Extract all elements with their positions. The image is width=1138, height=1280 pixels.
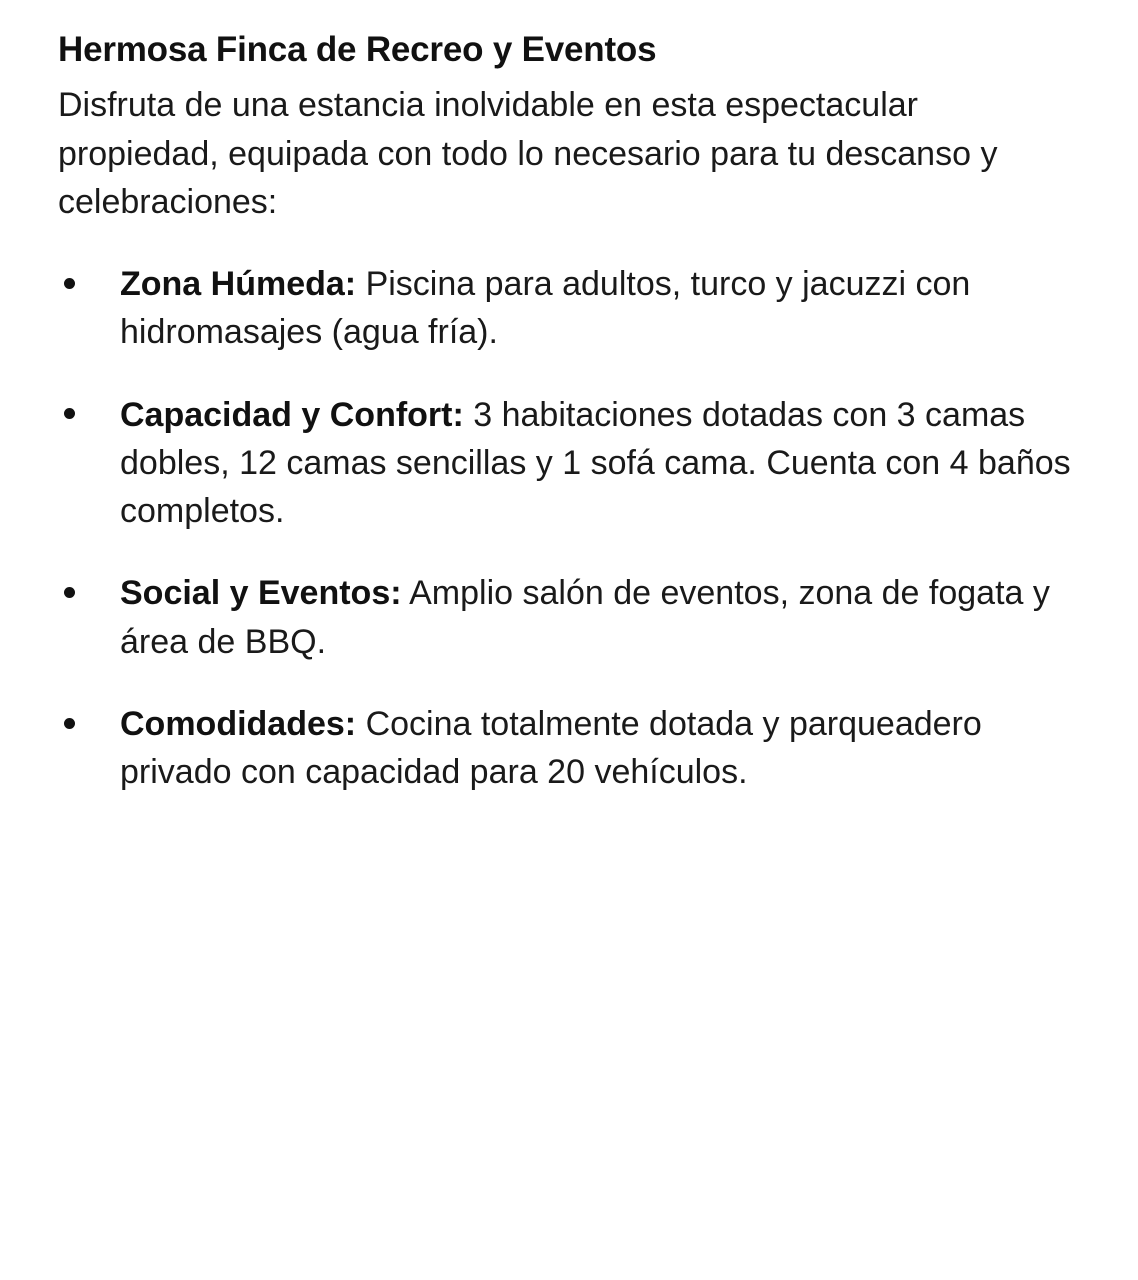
bullet-icon <box>64 278 75 289</box>
feature-label: Capacidad y Confort: <box>120 395 464 434</box>
feature-label: Zona Húmeda: <box>120 265 357 304</box>
feature-text: 3 habitaciones dotadas con 3 camas dobles, 12 camas sencillas y 1 sofá cama. Cuenta con 4 baños completos. <box>120 395 1071 531</box>
feature-list <box>58 260 1076 796</box>
bullet-icon <box>64 408 75 419</box>
list-item <box>58 260 1076 357</box>
bullet-icon <box>64 587 75 598</box>
list-item <box>58 569 1076 666</box>
feature-text: Piscina para adultos, turco y jacuzzi con hidromasajes (agua fría). <box>120 265 971 352</box>
intro-paragraph: Disfruta de una estancia inolvidable en esta espectacular propiedad, equipada con todo lo necesario para tu descanso y celebraciones: <box>58 86 998 221</box>
feature-text: Amplio salón de eventos, zona de fogata y área de BBQ. <box>120 574 1050 661</box>
list-item <box>58 391 1076 536</box>
feature-label: Social y Eventos: <box>120 574 402 613</box>
page-title: Hermosa Finca de Recreo y Eventos <box>58 30 657 69</box>
bullet-icon <box>64 718 75 729</box>
feature-text: Cocina totalmente dotada y parqueadero privado con capacidad para 20 vehículos. <box>120 704 982 792</box>
list-item <box>58 700 1076 797</box>
feature-label: Comodidades: <box>120 704 357 743</box>
